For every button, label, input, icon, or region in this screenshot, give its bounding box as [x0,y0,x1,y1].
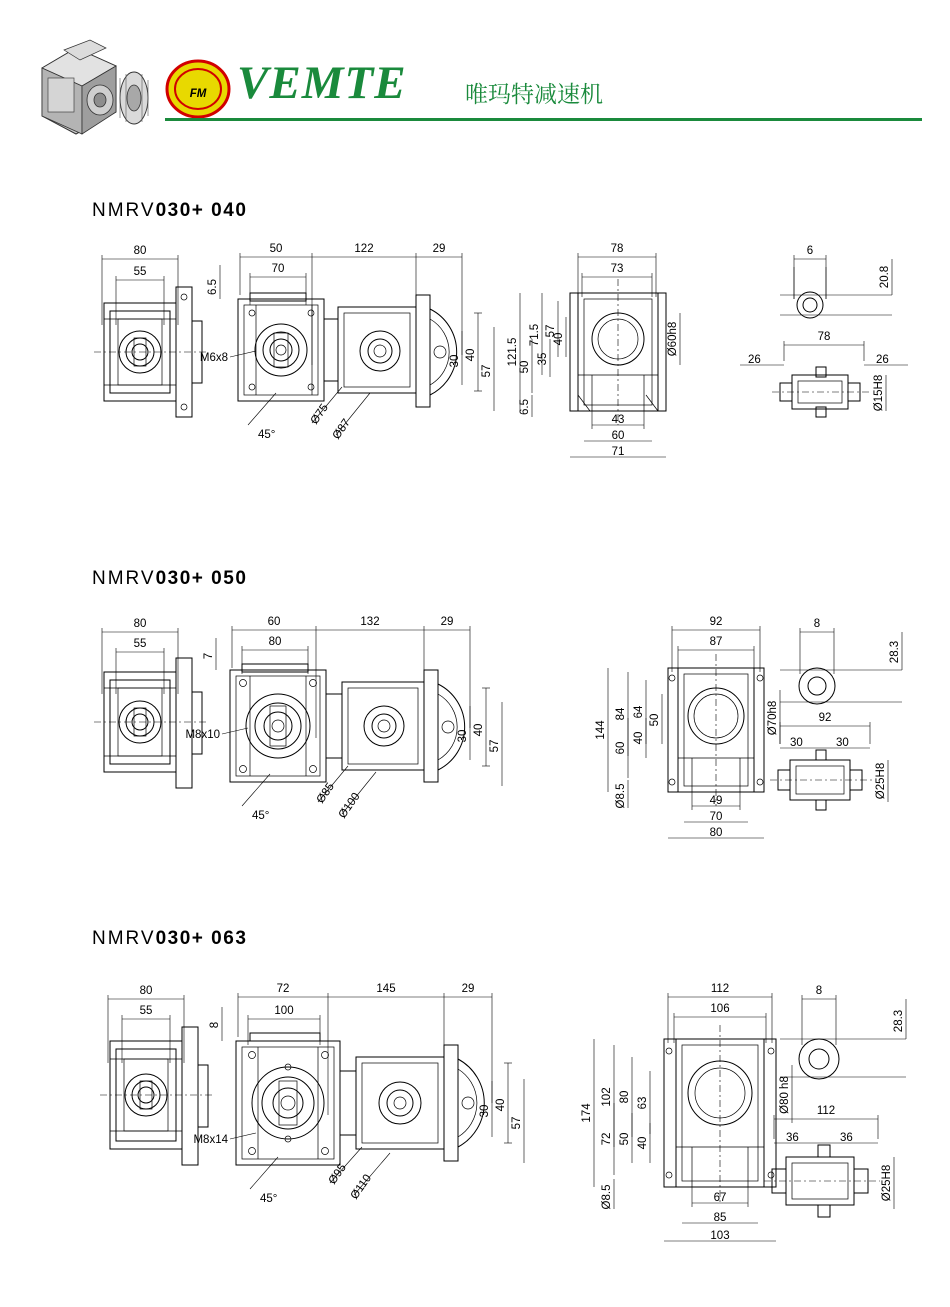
svg-text:Ø110: Ø110 [348,1172,375,1202]
svg-text:57: 57 [489,739,501,753]
view-end-2 [770,618,902,810]
view-side-2 [595,616,780,839]
svg-text:30: 30 [836,737,849,749]
svg-text:80: 80 [268,636,282,648]
svg-text:71.5: 71.5 [529,323,541,347]
svg-text:122: 122 [354,243,374,255]
svg-text:80: 80 [709,827,723,839]
svg-text:29: 29 [432,243,446,255]
view-front-1 [94,245,208,417]
svg-text:50: 50 [619,1132,631,1146]
svg-text:73: 73 [610,263,624,275]
svg-text:71: 71 [611,446,625,458]
brand-name-cn: 唯玛特减速机 [465,82,603,108]
view-plan-3 [193,983,524,1205]
svg-text:Ø87: Ø87 [330,417,353,442]
svg-text:Ø85: Ø85 [314,781,337,806]
svg-text:112: 112 [816,1105,836,1117]
svg-text:78: 78 [817,331,831,343]
svg-text:72: 72 [601,1132,613,1146]
svg-text:6.5: 6.5 [519,399,531,415]
drawing-group-2 [80,608,940,868]
svg-text:80: 80 [133,618,147,630]
svg-text:57: 57 [481,364,493,378]
svg-text:121.5: 121.5 [507,337,519,367]
svg-text:40: 40 [465,348,477,362]
drawing-group-1 [80,235,940,495]
svg-text:60: 60 [611,430,625,442]
svg-text:Ø75: Ø75 [308,402,331,427]
svg-text:50: 50 [519,360,531,374]
svg-text:30: 30 [479,1104,491,1118]
view-side-1 [507,243,680,458]
svg-text:80: 80 [619,1090,631,1104]
svg-text:103: 103 [710,1230,730,1242]
svg-text:100: 100 [274,1005,294,1017]
svg-text:30: 30 [790,737,803,749]
svg-text:63: 63 [637,1096,649,1110]
gearbox-photo [24,38,154,153]
svg-text:80: 80 [133,245,147,257]
svg-text:26: 26 [876,354,889,366]
section-title-2 [92,568,247,590]
svg-text:36: 36 [786,1132,799,1144]
svg-text:92: 92 [709,616,723,628]
section-prefix-2: NMRV [92,568,156,589]
brand-block [165,48,925,138]
svg-text:80: 80 [139,985,153,997]
section-prefix-1: NMRV [92,200,156,221]
svg-text:70: 70 [709,811,723,823]
section-title-1 [92,200,247,222]
svg-text:Ø8.5: Ø8.5 [615,783,627,809]
svg-text:M8x14: M8x14 [193,1134,228,1146]
svg-text:M8x10: M8x10 [185,729,220,741]
svg-text:30: 30 [457,729,469,743]
svg-text:174: 174 [581,1103,593,1123]
svg-text:49: 49 [709,795,723,807]
svg-text:64: 64 [633,705,645,719]
svg-text:Ø95: Ø95 [326,1162,349,1187]
drawing-group-3 [80,975,940,1275]
svg-text:30: 30 [449,354,461,368]
svg-text:FM: FM [189,88,207,100]
svg-text:Ø100: Ø100 [336,790,363,821]
svg-text:144: 144 [595,720,607,740]
svg-text:132: 132 [360,616,380,628]
svg-text:45°: 45° [252,810,270,822]
svg-text:40: 40 [495,1098,507,1112]
svg-text:40: 40 [553,332,565,346]
view-end-1 [740,245,908,417]
svg-text:29: 29 [461,983,475,995]
svg-text:45°: 45° [258,429,276,441]
svg-text:7: 7 [203,652,215,660]
svg-text:40: 40 [633,731,645,745]
svg-text:106: 106 [710,1003,730,1015]
svg-text:43: 43 [611,414,625,426]
brand-name: VEMTE [237,57,407,109]
section-prefix-3: NMRV [92,928,156,949]
svg-text:85: 85 [713,1212,727,1224]
svg-text:35: 35 [537,352,549,366]
svg-text:60: 60 [267,616,281,628]
svg-text:45°: 45° [260,1193,278,1205]
svg-text:6: 6 [806,245,814,257]
svg-text:26: 26 [748,354,761,366]
svg-text:145: 145 [376,983,396,995]
svg-text:40: 40 [637,1136,649,1150]
svg-text:Ø70h8: Ø70h8 [767,700,779,736]
svg-text:36: 36 [840,1132,853,1144]
svg-text:67: 67 [713,1192,727,1204]
svg-text:8: 8 [815,985,823,997]
section-model-3: 030+ 063 [155,928,248,949]
svg-text:Ø25H8: Ø25H8 [881,1164,893,1202]
company-logo-icon [165,56,231,122]
view-plan-1 [200,243,494,442]
svg-text:28.3: 28.3 [893,1009,905,1033]
section-model-1: 030+ 040 [155,200,248,221]
svg-text:92: 92 [818,712,832,724]
svg-text:8: 8 [813,618,821,630]
svg-text:8: 8 [209,1021,221,1029]
svg-text:20.8: 20.8 [879,265,891,289]
view-front-2 [94,618,208,788]
svg-text:50: 50 [649,713,661,727]
svg-text:78: 78 [610,243,624,255]
svg-text:50: 50 [269,243,283,255]
header-divider [165,118,922,121]
svg-text:55: 55 [139,1005,153,1017]
section-model-2: 030+ 050 [155,568,248,589]
svg-text:112: 112 [710,983,730,995]
svg-text:40: 40 [473,723,485,737]
page-header [0,0,950,165]
svg-text:Ø60h8: Ø60h8 [667,321,679,357]
section-title-3 [92,928,247,950]
svg-text:55: 55 [133,638,147,650]
svg-text:55: 55 [133,266,147,278]
svg-text:Ø80 h8: Ø80 h8 [779,1076,791,1114]
svg-text:M6x8: M6x8 [199,352,228,364]
svg-text:Ø25H8: Ø25H8 [875,762,887,800]
view-plan-2 [185,616,502,822]
svg-text:Ø8.5: Ø8.5 [601,1184,613,1210]
svg-text:70: 70 [271,263,285,275]
svg-text:57: 57 [545,324,557,338]
svg-text:28.3: 28.3 [889,640,901,664]
svg-text:84: 84 [615,707,627,721]
svg-text:87: 87 [709,636,723,648]
svg-text:6.5: 6.5 [207,279,219,295]
svg-text:57: 57 [511,1116,523,1130]
svg-text:72: 72 [276,983,290,995]
svg-text:60: 60 [615,741,627,755]
view-side-3 [581,983,792,1242]
svg-text:29: 29 [440,616,454,628]
svg-text:102: 102 [601,1087,613,1107]
svg-text:Ø15H8: Ø15H8 [873,374,885,412]
